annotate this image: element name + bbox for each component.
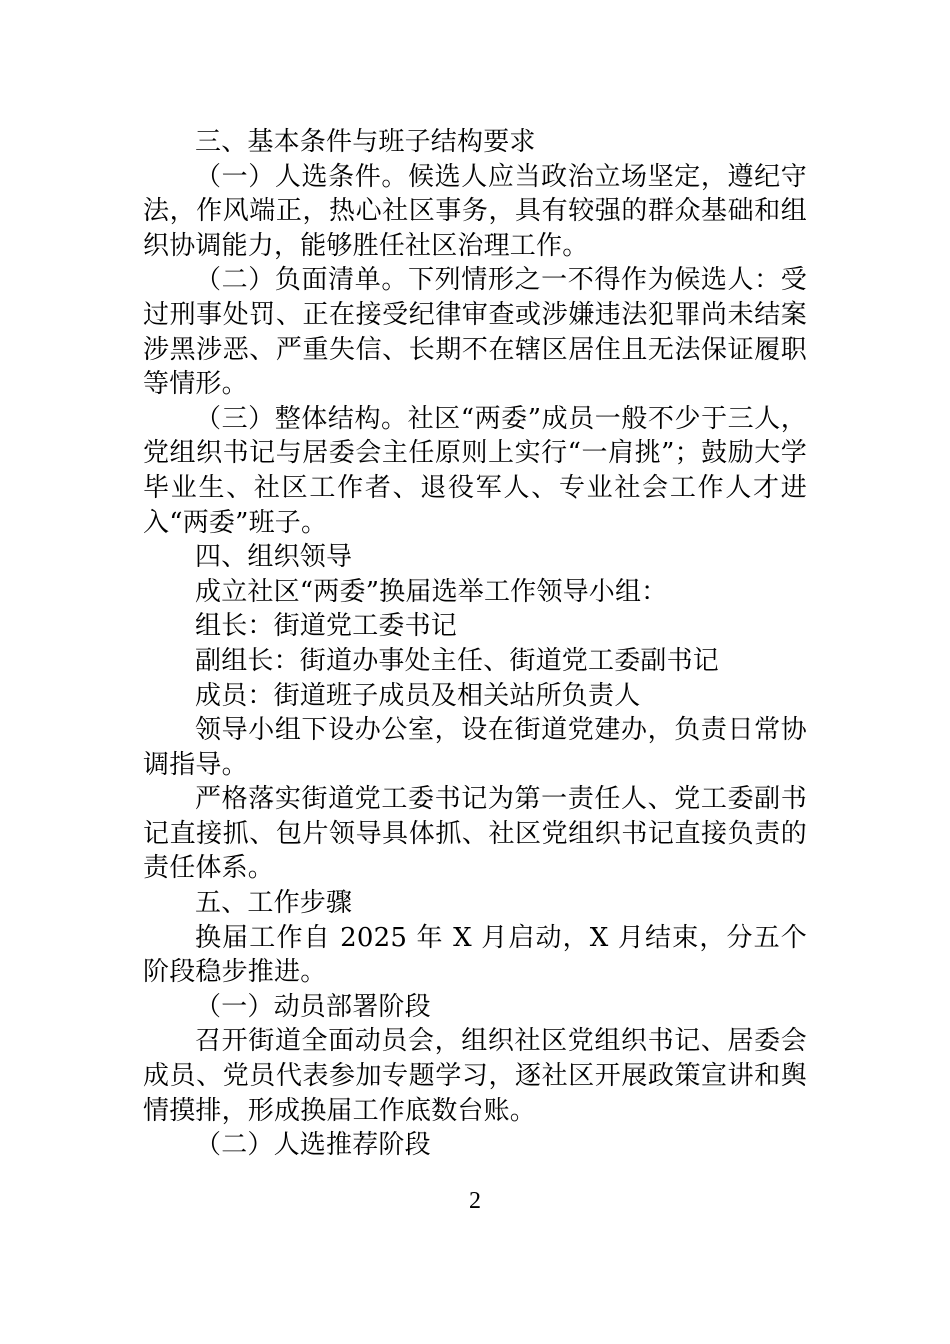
paragraph-mobilization: 召开街道全面动员会，组织社区党组织书记、居委会成员、党员代表参加专题学习，逐社区开展政策宣讲和舆情摸排，形成换届工作底数台账。 [143, 1026, 807, 1126]
document-body [143, 125, 807, 1163]
paragraph-members: 成员：街道班子成员及相关站所负责人 [195, 680, 641, 711]
section-heading-3: 三、基本条件与班子结构要求 [195, 127, 536, 157]
paragraph-candidate-conditions: （一）人选条件。候选人应当政治立场坚定，遵纪守法，作风端正，热心社区事务，具有较强的群众基础和组织协调能力，能够胜任社区治理工作。 [143, 161, 807, 261]
paragraph-overall-structure: （三）整体结构。社区“两委”成员一般不少于三人，党组织书记与居委会主任原则上实行“一肩挑”；鼓励大学毕业生、社区工作者、退役军人、专业社会工作人才进入“两委”班子。 [143, 403, 807, 538]
paragraph-responsibility-system: 严格落实街道党工委书记为第一责任人、党工委副书记直接抓、包片领导具体抓、社区党组织书记直接负责的责任体系。 [143, 784, 807, 884]
subheading-mobilization: （一）动员部署阶段 [195, 991, 431, 1022]
paragraph-leading-group: 成立社区“两委”换届选举工作领导小组： [195, 576, 668, 607]
paragraph-negative-list: （二）负面清单。下列情形之一不得作为候选人：受过刑事处罚、正在接受纪律审查或涉嫌违法犯罪尚未结案涉黑涉恶、严重失信、长期不在辖区居住且无法保证履职等情形。 [143, 265, 807, 400]
subheading-nomination: （二）人选推荐阶段 [195, 1130, 431, 1161]
section-heading-5: 五、工作步骤 [195, 888, 353, 919]
section-heading-4: 四、组织领导 [195, 542, 353, 573]
paragraph-deputy-leader: 副组长：街道办事处主任、街道党工委副书记 [195, 645, 720, 676]
paragraph-timeline: 换届工作自 2025 年 X 月启动，X 月结束，分五个阶段稳步推进。 [143, 922, 807, 988]
page-number: 2 [469, 1188, 481, 1214]
paragraph-group-leader: 组长：街道党工委书记 [195, 611, 458, 642]
paragraph-office: 领导小组下设办公室，设在街道党建办，负责日常协调指导。 [143, 715, 807, 780]
